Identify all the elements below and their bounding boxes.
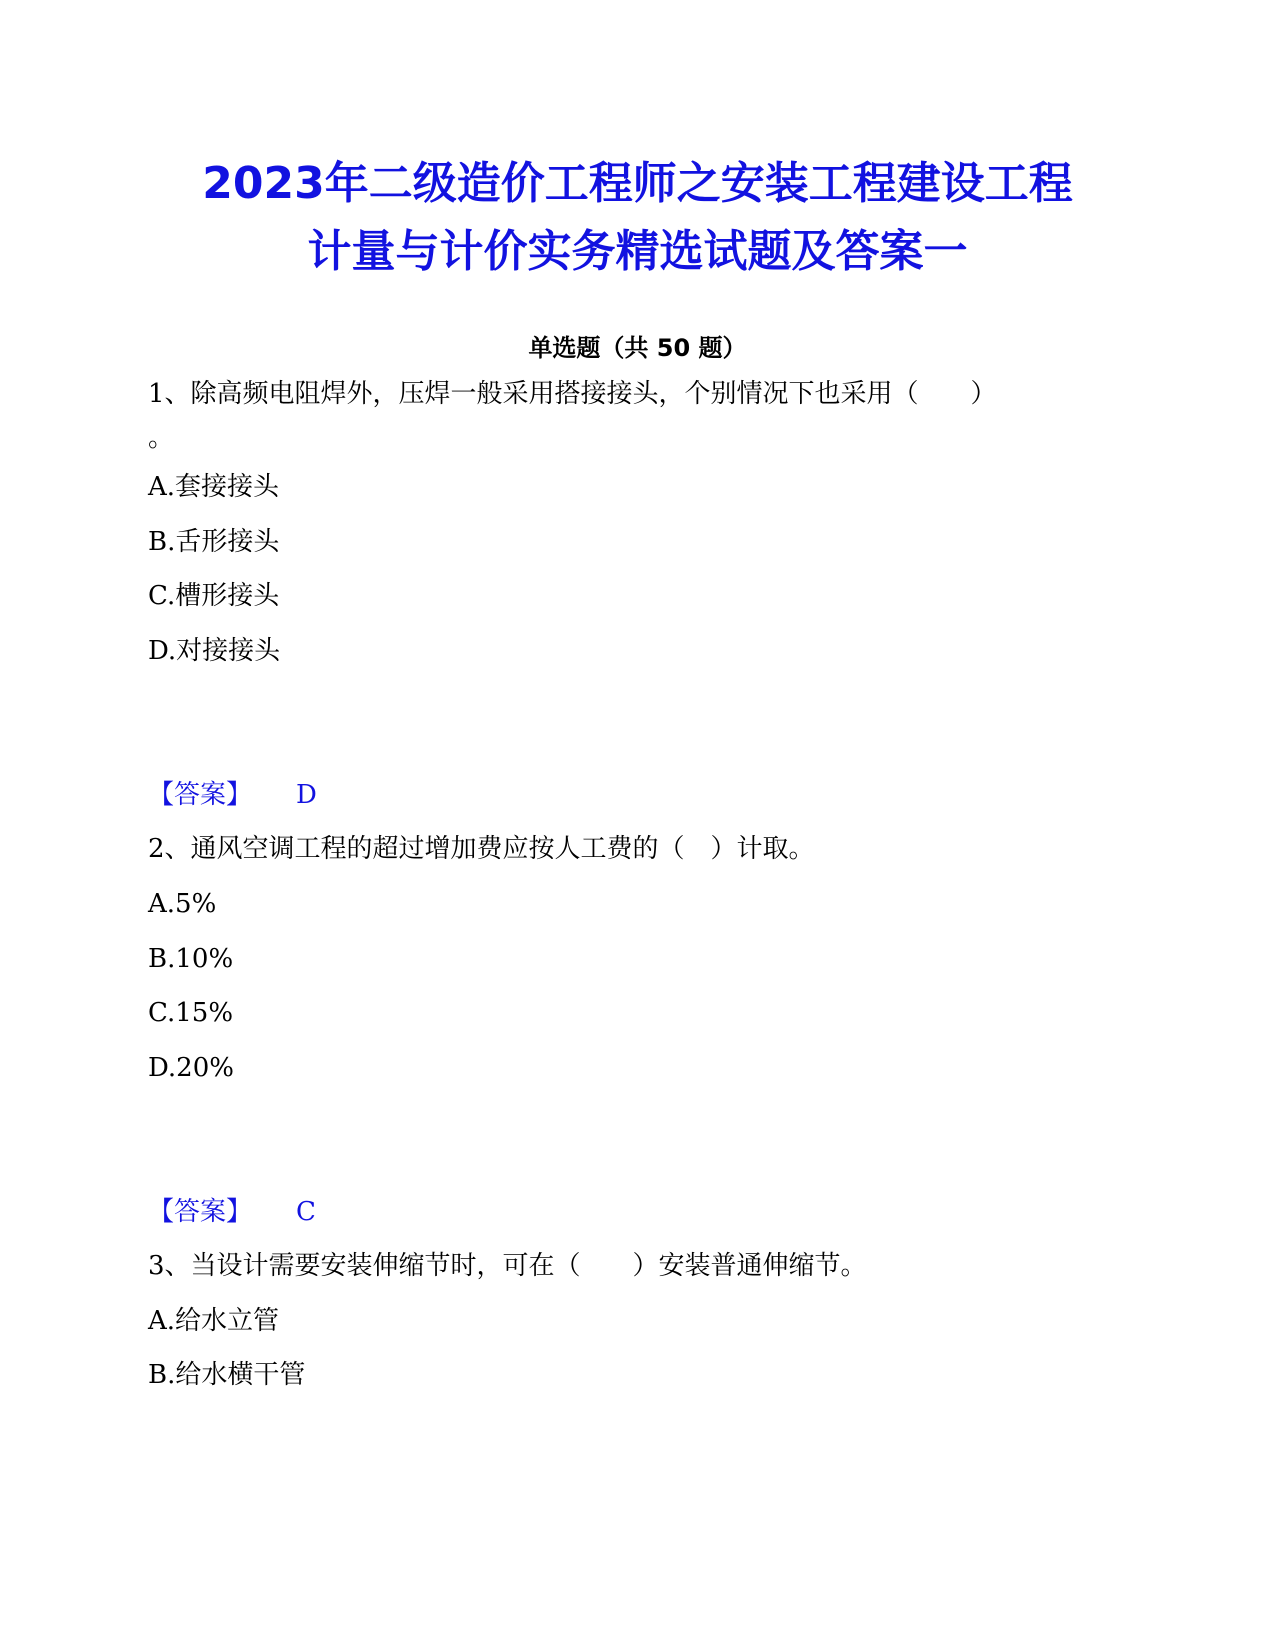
document-title-line-1: 2023年二级造价工程师之安装工程建设工程 (202, 158, 1073, 209)
answer-label: 【答案】 (148, 1197, 253, 1227)
question-1-option-c: C.槽形接头 (148, 581, 280, 611)
question-2-option-c: C.15% (148, 998, 234, 1028)
question-1-option-a: A.套接接头 (148, 472, 280, 502)
question-1-stem: 1、除高频电阻焊外，压焊一般采用搭接接头，个别情况下也采用（ ） (148, 379, 997, 409)
question-2-option-d: D.20% (148, 1053, 234, 1083)
question-2-answer (148, 1194, 316, 1230)
answer-label: 【答案】 (148, 780, 253, 810)
question-2-stem: 2、通风空调工程的超过增加费应按人工费的（ ）计取。 (148, 834, 815, 864)
question-1-answer (148, 777, 317, 813)
answer-value: C (296, 1197, 316, 1227)
question-1-stem-continuation: 。 (148, 423, 175, 453)
section-heading: 单选题（共 50 题） (528, 334, 747, 362)
answer-value: D (296, 780, 317, 810)
question-3-option-a: A.给水立管 (148, 1306, 280, 1336)
question-2-option-b: B.10% (148, 944, 234, 974)
question-1-option-b: B.舌形接头 (148, 527, 280, 557)
question-3-stem: 3、当设计需要安装伸缩节时，可在（ ）安装普通伸缩节。 (148, 1251, 867, 1281)
question-3-option-b: B.给水横干管 (148, 1360, 306, 1390)
question-1-option-d: D.对接接头 (148, 636, 281, 666)
document-title-line-2: 计量与计价实务精选试题及答案一 (307, 226, 968, 277)
question-2-option-a: A.5% (148, 889, 217, 919)
